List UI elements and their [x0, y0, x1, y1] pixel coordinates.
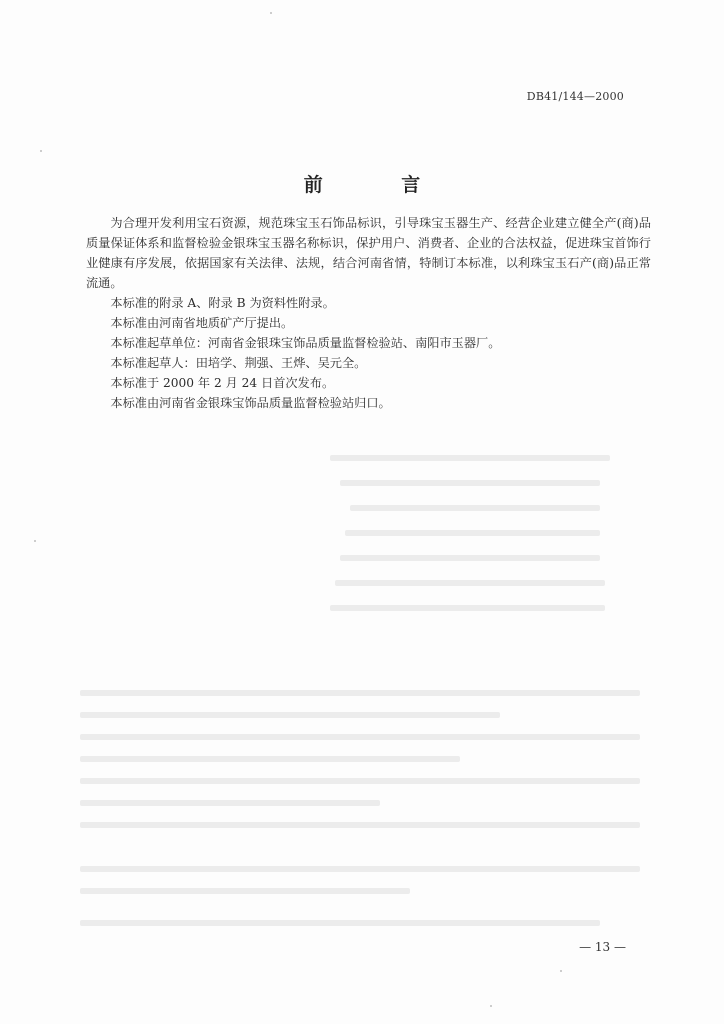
foreword-paragraph: 本标准起草人：田培学、荆强、王烨、吴元全。	[110, 356, 367, 370]
standard-code: DB41/144—2000	[526, 90, 624, 103]
foreword-body	[86, 213, 651, 413]
foreword-paragraph: 本标准于 2000 年 2 月 24 日首次发布。	[110, 376, 335, 390]
section-title: 前 言	[303, 174, 457, 196]
foreword-paragraph: 本标准由河南省金银珠宝饰品质量监督检验站归口。	[110, 396, 391, 410]
foreword-paragraph: 为合理开发利用宝石资源，规范珠宝玉石饰品标识，引导珠宝玉器生产、经营企业建立健全产(商)品质量保证体系和监督检验金银珠宝玉器名称标识，保护用户、消费者、企业的合法权益，促进珠宝首饰行业健康有序发展，依据国家有关法律、法规，结合河南省情，特制订本标准，以利珠宝玉石产(商)品正常流通。	[86, 216, 651, 290]
foreword-paragraph: 本标准由河南省地质矿产厅提出。	[110, 316, 294, 330]
page-number: — 13 —	[579, 940, 626, 954]
foreword-paragraph: 本标准起草单位：河南省金银珠宝饰品质量监督检验站、南阳市玉器厂。	[110, 336, 501, 350]
foreword-paragraph: 本标准的附录 A、附录 B 为资料性附录。	[110, 296, 335, 310]
